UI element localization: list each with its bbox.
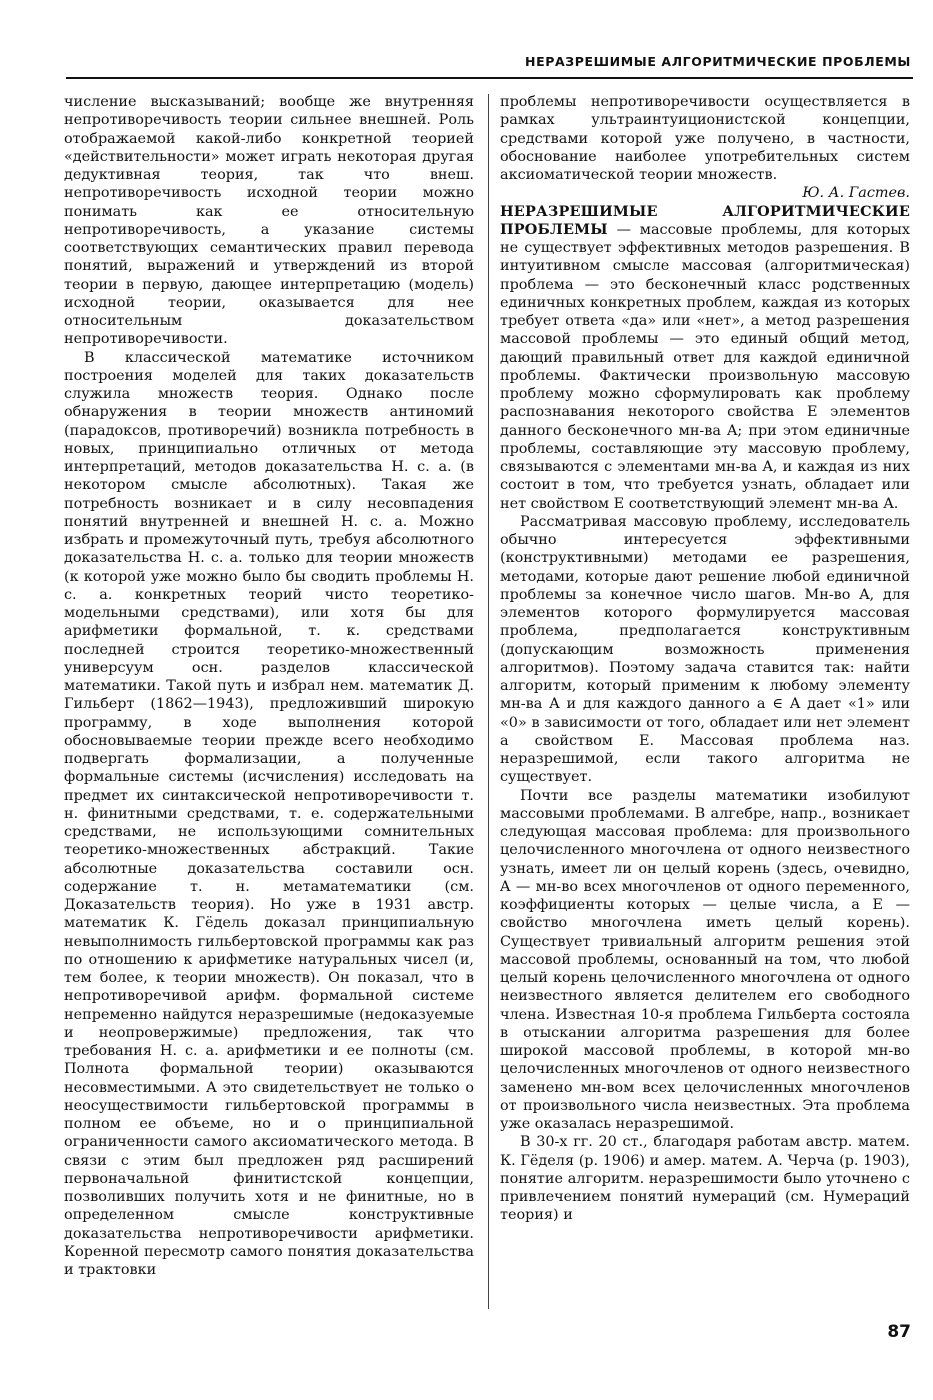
left-paragraph-2: В классической математике источником построения моделей для таких доказательств служила множеств теория. Однако после обнаружения в теории множеств антиномий (парадоксов, противоречий) возникла потребность в новых, принципиально отличных от метода интерпретаций, методов доказательства Н. с. а. (в некотором смысле абсолютных). Такая же потребность возникает и в силу несовпадения понятий внутренней и внешней Н. с. а. Можно избрать и промежуточный путь, требуя абсолютного доказательства Н. с. а. только для теории множеств (к которой уже можно было бы сводить проблемы Н. с. а. конкретных теорий чисто теоретико-модельными средствами), или хотя бы для арифметики формальной, т. к. средствами последней строится теоретико-множественный универсуум осн. разделов классической математики. Такой путь и избрал нем. математик Д. Гильберт (1862—1943), предложивший широкую программу, в ходе выполнения которой обосновываемые теории прежде всего необходимо подвергать формализации, а полученные формальные системы (исчисления) исследовать на предмет их синтаксической непротиворечивости т. н. финитными средствами, т. е. содержательными средствами, не использующими сомнительных теоретико-множественных абстракций. Такие абсолютные доказательства составили осн. содержание т. н. метаматематики (см. Доказательств теория). Но уже в 1931 австр. математик К. Гёдель доказал принципиальную невыполнимость гильбертовской программы как раз по отношению к арифметике натуральных чисел (и, тем более, к теории множеств). Он показал, что в непротиворечивой арифм. формальной системе непременно найдутся неразрешимые (недоказуемые и неопровержимые) предложения, так что требования Н. с. а. арифметики и ее полноты (см. Полнота формальной теории) оказываются несовместимыми. А это свидетельствует не только о неосуществимости гильбертовской программы в полном ее объеме, но и о принципиальной ограниченности самого аксиоматического метода. В связи с этим был предложен ряд расширений первоначальной финитистской концепции, позволивших получить хотя и не финитные, но в определенном смысле конструктивные доказательства непротиворечивости арифметики. Коренной пересмотр самого понятия доказательства и трактовки: [64, 349, 474, 1278]
column-divider: [488, 94, 489, 1309]
article-entry: [500, 203, 910, 513]
left-paragraph-1: числение высказываний; вообще же внутренняя непротиворечивость теории сильнее внешней. Роль отображаемой какой-либо конкретной теорией «действительности» может играть некоторая другая дедуктивная теория, так что внеш. непротиворечивость исходной теории можно понимать как ее относительную непротиворечивость, а указание системы соответствующих семантических правил перевода понятий, выражений и утверждений из второй теории в первую, дающее интерпретацию (модель) исходной теории, оказывается для нее относительным доказательством непротиворечивости.: [64, 94, 474, 348]
right-continuation-paragraph: проблемы непротиворечивости осуществляется в рамках ультраинтуиционистской концепции, средствами которой уже получено, в частности, обоснование наиболее употребительных систем аксиоматической теории множеств.: [500, 94, 910, 183]
header-rule: [66, 77, 913, 79]
article-lead-text: — массовые проблемы, для которых не существует эффективных методов разрешения. В интуитивном смысле массовая (алгоритмическая) проблема — это бесконечный класс родственных единичных конкретных проблем, каждая из которых требует ответа «да» или «нет», а метод разрешения массовой проблемы — это единый общий метод, дающий правильный ответ для каждой единичной проблемы. Фактически произвольную массовую проблему можно сформулировать как проблему распознавания некоторого свойства E элементов данного бесконечного мн-ва A; при этом единичные проблемы, составляющие эту массовую проблему, связываются с элементами мн-ва A, и каждая из них состоит в том, что требуется узнать, обладает или нет свойством E соответствующий элемент мн-ва A.: [500, 221, 910, 512]
page-number: 87: [887, 1322, 911, 1342]
running-header: НЕРАЗРЕШИМЫЕ АЛГОРИТМИЧЕСКИЕ ПРОБЛЕМЫ: [525, 54, 911, 69]
right-paragraph-3: В 30-х гг. 20 ст., благодаря работам австр. матем. К. Гёделя (р. 1906) и амер. матем. А. Черча (р. 1903), понятие алгоритм. неразрешимости было уточнено с привлечением понятий нумераций (см. Нумераций теория) и: [500, 1134, 910, 1224]
left-column: [64, 93, 474, 1279]
right-paragraph-1: Рассматривая массовую проблему, исследователь обычно интересуется эффективными (конструктивными) методами ее разрешения, методами, которые дают решение любой единичной проблемы за конечное число шагов. Мн-во A, для элементов которого формулируется массовая проблема, предполагается конструктивным (допускающим возможность применения алгоритмов). Поэтому задача ставится так: найти алгоритм, который применим к любому элементу мн-ва A и для каждого данного a ∈ A дает «1» или «0» в зависимости от того, обладает или нет элемент a свойством E. Массовая проблема наз. неразрешимой, если такого алгоритма не существует.: [500, 513, 910, 786]
right-column: [500, 93, 910, 1225]
article-title: НЕРАЗРЕШИМЫЕ АЛГОРИТМИЧЕСКИЕ ПРОБЛЕМЫ: [500, 202, 910, 238]
right-paragraph-2: Почти все разделы математики изобилуют массовыми проблемами. В алгебре, напр., возникает следующая массовая проблема: для произвольного целочисленного многочлена от одного неизвестного узнать, имеет ли он целый корень (здесь, очевидно, A — мн-во всех многочленов от одного переменного, коэффициенты которых — целые числа, а E — свойство многочлена иметь целый корень). Существует тривиальный алгоритм решения этой массовой проблемы, основанный на том, что любой целый корень целочисленного многочлена от одного неизвестного является делителем его свободного члена. Известная 10-я проблема Гильберта состояла в отыскании алгоритма разрешения для более широкой массовой проблемы, в которой мн-во целочисленных многочленов от одного неизвестного заменено мн-вом всех целочисленных многочленов от произвольного числа неизвестных. Эта проблема уже оказалась неразрешимой.: [500, 787, 910, 1132]
author-signature: Ю. А. Гастев.: [802, 185, 910, 202]
